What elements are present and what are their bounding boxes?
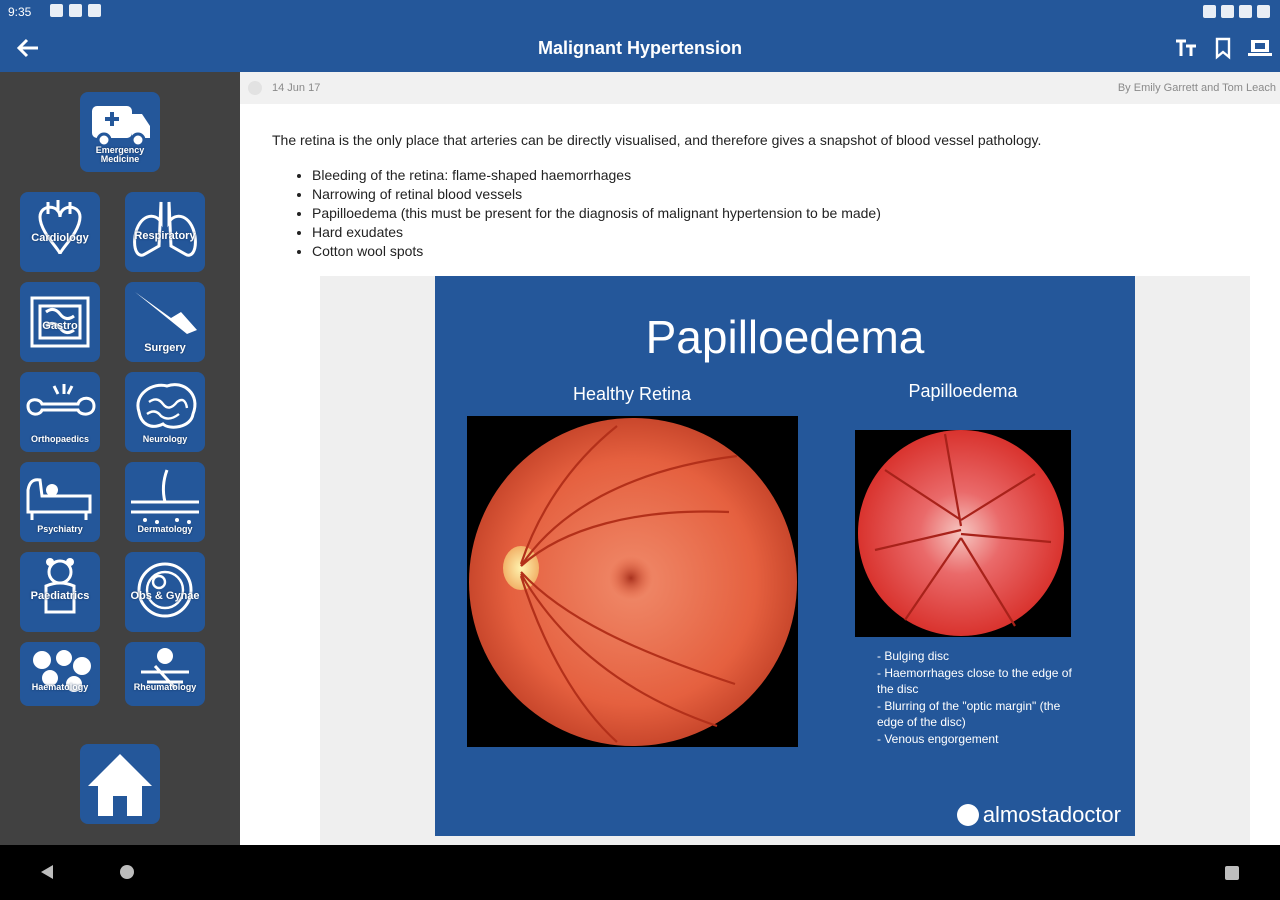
battery-icon — [1257, 5, 1270, 18]
gastro-tile[interactable] — [20, 282, 100, 362]
skeleton-icon — [125, 642, 205, 706]
cardiology-tile[interactable] — [20, 192, 100, 272]
slide-notes — [877, 648, 1077, 747]
papilloedema-image — [855, 430, 1071, 637]
article-date: 14 Jun 17 — [272, 82, 321, 94]
text-size-icon[interactable] — [1174, 36, 1200, 60]
notification-icon — [50, 4, 63, 17]
obs-gynae-tile[interactable] — [125, 552, 205, 632]
home-tile[interactable] — [80, 744, 160, 824]
app-bar — [0, 24, 1280, 72]
laptop-icon[interactable] — [1247, 36, 1273, 60]
healthy-retina-image — [467, 416, 798, 747]
slide-title: Papilloedema — [645, 311, 925, 363]
list-item: • Cotton wool spots — [312, 242, 881, 261]
bookmark-icon[interactable] — [1210, 36, 1236, 60]
rheumatology-tile[interactable] — [125, 642, 205, 706]
list-item: • Bleeding of the retina: flame-shaped haemorrhages — [312, 166, 881, 185]
surgery-tile[interactable] — [125, 282, 205, 362]
system-icons — [1203, 5, 1270, 18]
nav-back-icon[interactable] — [38, 863, 56, 881]
status-time: 9:35 — [8, 5, 32, 19]
almostadoctor-logo — [957, 802, 1121, 828]
tile-label: Paediatrics — [30, 590, 90, 602]
author-avatar — [248, 81, 262, 95]
emergency-medicine-tile[interactable] — [80, 92, 160, 172]
logo-text: almostadoctor — [982, 802, 1121, 827]
tile-label: Cardiology — [31, 232, 89, 244]
article-content — [240, 72, 1280, 845]
paediatrics-tile[interactable] — [20, 552, 100, 632]
healthy-retina-caption: Healthy Retina — [572, 384, 692, 404]
clipboard-icon — [69, 4, 82, 17]
intro-paragraph: The retina is the only place that arteries can be directly visualised, and therefore gives a snapshot of blood vessel pathology. — [272, 132, 1042, 148]
note-line: - Blurring of the "optic margin" (the edge of the disc) — [877, 698, 1061, 729]
article-byline: By Emily Garrett and Tom Leach — [1117, 82, 1276, 94]
sign-list — [312, 166, 881, 261]
tile-label: Haematology — [31, 682, 89, 692]
status-bar — [0, 0, 1280, 24]
tile-label: Gastro — [42, 320, 78, 332]
article-meta — [240, 72, 1280, 104]
specialty-sidebar — [0, 72, 240, 845]
tile-label: Orthopaedics — [30, 434, 89, 444]
wifi-icon — [1221, 5, 1234, 18]
dermatology-tile[interactable] — [125, 462, 205, 542]
list-item: • Narrowing of retinal blood vessels — [312, 185, 881, 204]
page-title: Malignant Hypertension — [537, 38, 743, 58]
tile-label: Obs & Gynae — [130, 590, 200, 602]
notification-icons — [50, 4, 101, 17]
system-nav-bar — [0, 845, 1280, 900]
orthopaedics-tile[interactable] — [20, 372, 100, 452]
papilloedema-slide — [435, 276, 1135, 836]
blood-cells-icon — [20, 642, 100, 706]
tile-label: Respiratory — [134, 230, 196, 242]
tile-label: Emergency Medicine — [95, 145, 145, 164]
tile-label: Rheumatology — [133, 682, 197, 692]
psychiatry-tile[interactable] — [20, 462, 100, 542]
app-icon — [88, 4, 101, 17]
home-icon — [80, 744, 160, 824]
note-line: - Haemorrhages close to the edge of the disc — [877, 665, 1072, 696]
list-item: • Papilloedema (this must be present for the diagnosis of malignant hypertension to be made) — [312, 204, 881, 223]
note-line: - Venous engorgement — [877, 731, 999, 746]
neurology-tile[interactable] — [125, 372, 205, 452]
skull-icon — [957, 804, 979, 826]
signal-icon — [1239, 5, 1252, 18]
figure-container[interactable] — [320, 276, 1250, 845]
nav-recents-icon[interactable] — [1224, 865, 1240, 881]
nav-home-icon[interactable] — [119, 864, 135, 880]
haematology-tile[interactable] — [20, 642, 100, 706]
tile-label: Surgery — [144, 342, 186, 354]
tile-label: Neurology — [142, 434, 188, 444]
note-line: - Bulging disc — [877, 649, 950, 663]
list-item: • Hard exudates — [312, 223, 881, 242]
tile-label: Psychiatry — [37, 524, 83, 534]
papilloedema-caption: Papilloedema — [908, 381, 1018, 401]
tile-label: Dermatology — [137, 524, 193, 534]
respiratory-tile[interactable] — [125, 192, 205, 272]
dnd-icon — [1203, 5, 1216, 18]
